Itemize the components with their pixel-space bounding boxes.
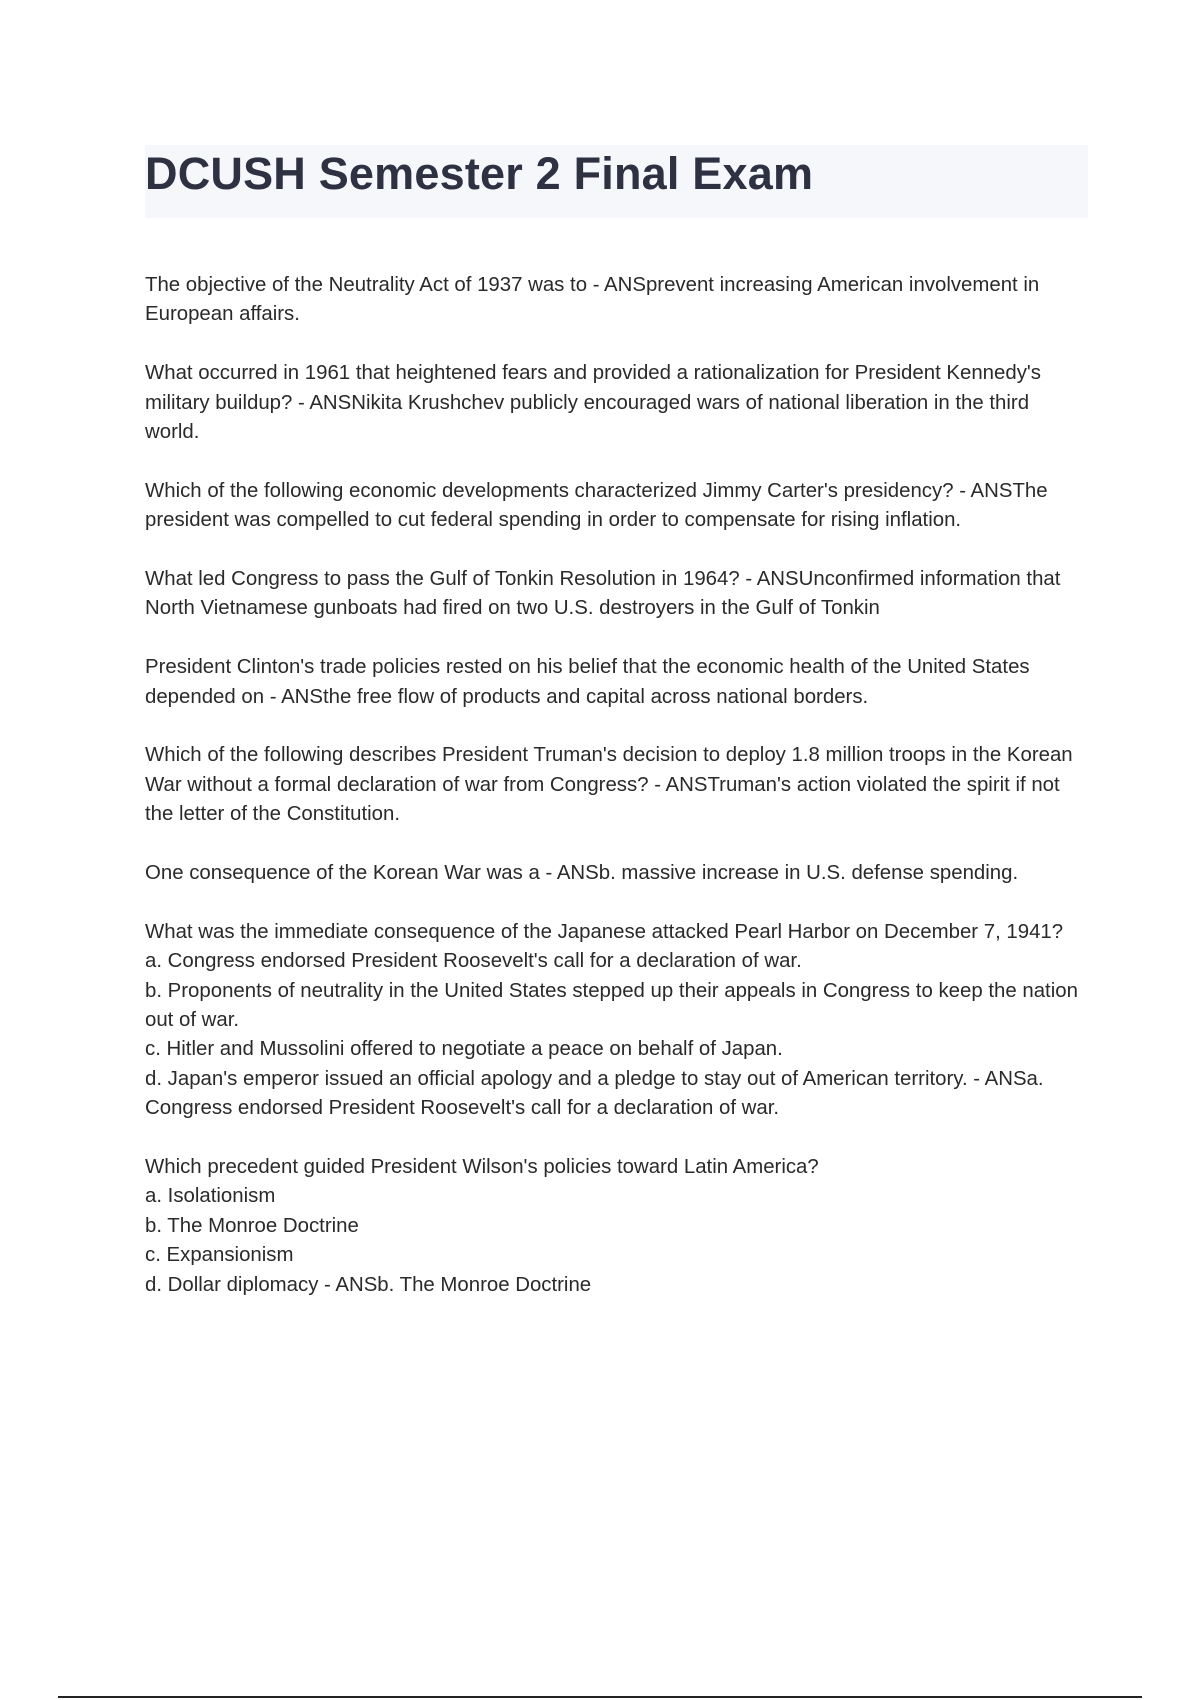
answer-option: a. Congress endorsed President Roosevelt's call for a declaration of war. xyxy=(145,950,802,973)
page-bottom-rule xyxy=(58,1696,1142,1698)
question-item xyxy=(145,741,1085,829)
question-line: What was the immediate consequence of the Japanese attacked Pearl Harbor on December 7, 1941? xyxy=(145,920,1064,943)
question-item xyxy=(145,859,1085,888)
question-line: Which of the following economic developments characterized Jimmy Carter's presidency? - ANSThe president was compelled to cut federal spending in order to compensate for rising inflation. xyxy=(145,479,1048,532)
question-item xyxy=(145,1153,1085,1300)
question-line: What led Congress to pass the Gulf of Tonkin Resolution in 1964? - ANSUnconfirmed information that North Vietnamese gunboats had fired on two U.S. destroyers in the Gulf of Tonkin xyxy=(145,568,1061,620)
question-item xyxy=(145,918,1085,1124)
answer-option: c. Expansionism xyxy=(145,1244,294,1267)
answer-option: d. Dollar diplomacy - ANSb. The Monroe Doctrine xyxy=(145,1273,592,1296)
question-item xyxy=(145,653,1085,712)
question-line: What occurred in 1961 that heightened fears and provided a rationalization for President Kennedy's military buildup? - ANSNikita Krushchev publicly encouraged wars of national liberation in the third world. xyxy=(145,362,1041,444)
answer-option: d. Japan's emperor issued an official apology and a pledge to stay out of American territory. - ANSa. Congress endorsed President Roosevelt's call for a declaration of war. xyxy=(145,1067,1044,1120)
question-line: Which precedent guided President Wilson's policies toward Latin America? xyxy=(145,1156,819,1179)
question-line: Which of the following describes President Truman's decision to deploy 1.8 million troops in the Korean War without a formal declaration of war from Congress? - ANSTruman's action violated the spirit if not the letter of the Constitution. xyxy=(145,744,1073,826)
question-line: The objective of the Neutrality Act of 1937 was to - ANSprevent increasing American involvement in European affairs. xyxy=(145,274,1040,326)
answer-option: c. Hitler and Mussolini offered to negotiate a peace on behalf of Japan. xyxy=(145,1038,783,1061)
question-item xyxy=(145,477,1085,536)
answer-option: b. The Monroe Doctrine xyxy=(145,1214,359,1237)
answer-option: b. Proponents of neutrality in the United States stepped up their appeals in Congress to keep the nation out of war. xyxy=(145,979,1078,1032)
question-line: President Clinton's trade policies rested on his belief that the economic health of the United States depended on - ANSthe free flow of products and capital across national borders. xyxy=(145,656,1030,708)
question-line: One consequence of the Korean War was a - ANSb. massive increase in U.S. defense spending. xyxy=(145,862,1019,885)
answer-option: a. Isolationism xyxy=(145,1185,276,1208)
question-item xyxy=(145,565,1085,624)
question-list xyxy=(145,271,1085,1329)
question-item xyxy=(145,271,1085,330)
page-title: DCUSH Semester 2 Final Exam xyxy=(145,148,814,199)
question-item xyxy=(145,359,1085,447)
